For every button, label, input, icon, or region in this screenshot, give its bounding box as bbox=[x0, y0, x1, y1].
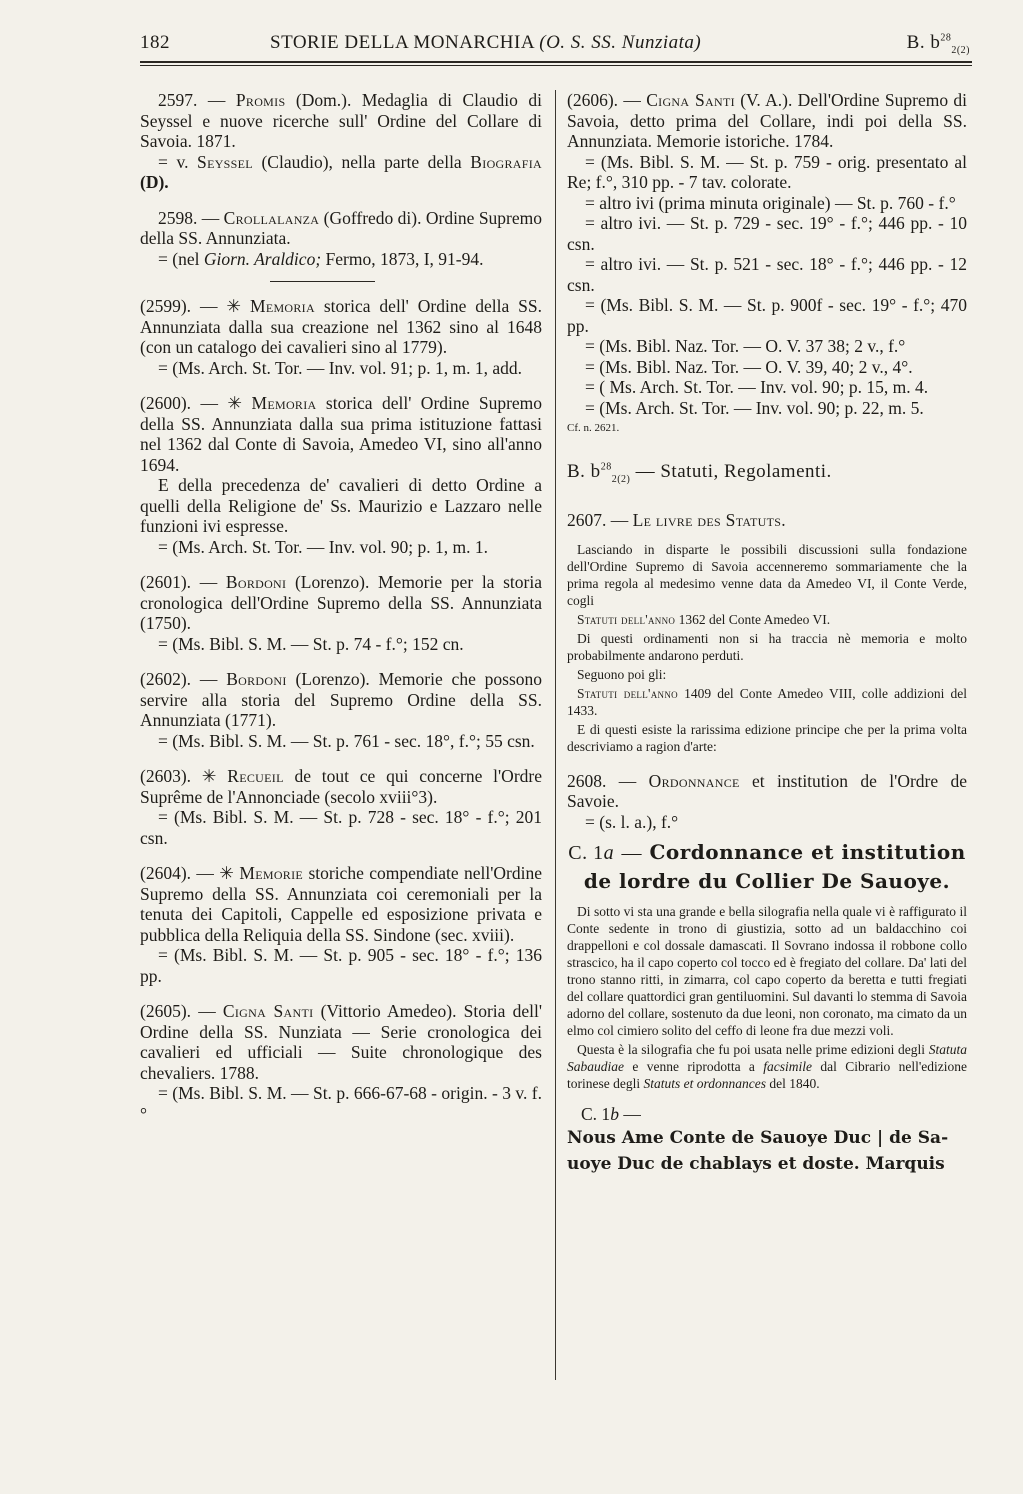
blackletter-title-c1a: C. 1a — Cordonnance et institution de lordre du Collier De Sauoye. bbox=[568, 840, 966, 894]
entry-2608: 2608. — Ordonnance et institution de l'Ordre de Savoie. = (s. l. a.), f.° bbox=[567, 770, 968, 832]
entry-c1b: C. 1b — bbox=[581, 1104, 641, 1125]
entry-2607: 2607. — Le livre des Statuts. bbox=[567, 510, 786, 531]
entry-2604: (2604). — ✳ Memorie storiche compendiate nell'Ordine Supremo della SS. Annunziata coi ceremoniali per la tenuta dei Capitoli, Cappelle ed esposizione privata e pubblica della Reliquia della SS. Sindone (sec. xviii). = (Ms. Bibl. S. M. — St. p. 905 - sec. 18° - f.°; 136 pp. bbox=[140, 863, 543, 986]
entry-2598: 2598. — Crollalanza (Goffredo di). Ordine Supremo della SS. Annunziata. = (nel Giorn. Araldico; Fermo, 1873, I, 91-94. bbox=[140, 207, 543, 269]
entry-2605: (2605). — Cigna Santi (Vittorio Amedeo). Storia dell' Ordine della SS. Nunziata — Serie cronologica dei cavalieri ed ufficiali — Suite chronologique des chevaliers. 1788. = (Ms. Bibl. S. M. — St. p. 666-67-68 - origin. - 3 v. f.° bbox=[140, 1001, 542, 1124]
page-number: 182 bbox=[140, 32, 170, 53]
separator-line bbox=[270, 281, 375, 282]
running-title: STORIE DELLA MONARCHIA (O. S. SS. Nunziata) bbox=[270, 32, 702, 53]
header-rule-thin bbox=[140, 65, 972, 66]
left-column bbox=[140, 90, 542, 1139]
entry-2607-notes: Lasciando in disparte le possibili discussioni sulla fondazione dell'Ordine Supremo di Savoia accenneremo sommariamente che la prima regola al medesimo venne data da Amedeo VI, il Conte Verde, cogli Statuti dell'anno 1362 del Conte Amedeo VI. Di questi ordinamenti non si ha traccia nè memoria e molto probabilmente andarono perduti. Seguono poi gli: Statuti dell'anno 1409 del Conte Amedeo VIII, colle addizioni del 1433. E di questi esiste la rarissima edizione principe che per la prima volta descriviamo a ragion d'arte: bbox=[567, 541, 967, 754]
page-header bbox=[140, 30, 970, 62]
entry-2606: (2606). — Cigna Santi (V. A.). Dell'Ordine Supremo di Savoia, detto prima del Collare, indi poi della SS. Annunziata. Memorie istoriche. 1784. = (Ms. Bibl. S. M. — St. p. 759 - orig. presentato al Re; f.°, 310 pp. - 7 tav. colorate. = altro ivi (prima minuta originale) — St. p. 760 - f.° = altro ivi. — St. p. 729 - sec. 19° - f.°; 446 pp. - 10 csn. = altro ivi. — St. p. 521 - sec. 18° - f.°; 446 pp. - 12 csn. = (Ms. Bibl. S. M. — St. p. 900f - sec. 19° - f.°; 470 pp. = (Ms. Bibl. Naz. Tor. — O. V. 37 38; 2 v., f.° = (Ms. Bibl. Naz. Tor. — O. V. 39, 40; 2 v., 4°. = ( Ms. Arch. St. Tor. — Inv. vol. 90; p. 15, m. 4. = (Ms. Arch. St. Tor. — Inv. vol. 90; p. 22, m. 5. Cf. n. 2621. bbox=[567, 90, 967, 439]
entry-2600: (2600). — ✳ Memoria storica dell' Ordine Supremo della SS. Annunziata dalla sua prima istituzione fattasi nel 1362 dal Conte di Savoia, Amedeo VI, sino all'anno 1694. E della precedenza de' cavalieri di detto Ordine a quelli della Religione de' Ss. Maurizio e Lazzaro nelle funzioni ivi espresse. = (Ms. Arch. St. Tor. — Inv. vol. 90; p. 1, m. 1. bbox=[140, 393, 543, 557]
blackletter-text-c1b: Nous Ame Conte de Sauoye Duc | de Sa- uoye Duc de chablays et doste. Marquis bbox=[567, 1127, 949, 1174]
entry-2599: (2599). — ✳ Memoria storica dell' Ordine della SS. Annunziata dalla sua creazione nel 1362 sino al 1648 (con un catalogo dei cavalieri sino al 1779). = (Ms. Arch. St. Tor. — Inv. vol. 91; p. 1, m. 1, add. bbox=[140, 296, 543, 378]
entry-2603: (2603). ✳ Recueil de tout ce qui concerne l'Ordre Suprême de l'Annonciade (secolo xviii°3). = (Ms. Bibl. S. M. — St. p. 728 - sec. 18° - f.°; 201 csn. bbox=[140, 766, 542, 848]
section-heading: B. $b^{28}_{2(2)}$ — Statuti, Regolamenti. bbox=[567, 460, 832, 485]
section-code: B. $b^{28}_{2(2)}$ bbox=[906, 32, 970, 56]
column-divider bbox=[555, 90, 556, 1380]
entry-2602: (2602). — Bordoni (Lorenzo). Memorie che possono servire alla storia del Supremo Ordine della SS. Annunziata (1771). = (Ms. Bibl. S. M. — St. p. 761 - sec. 18°, f.°; 55 csn. bbox=[140, 669, 543, 751]
header-rule bbox=[140, 61, 972, 63]
entry-2601: (2601). — Bordoni (Lorenzo). Memorie per la storia cronologica dell'Ordine Supremo della SS. Annunziata (1750). = (Ms. Bibl. S. M. — St. p. 74 - f.°; 152 cn. bbox=[140, 572, 542, 654]
entry-2597: 2597. — Promis (Dom.). Medaglia di Claudio di Seyssel e nuove ricerche sull' Ordine del Collare di Savoia. 1871. = v. Seyssel (Claudio), nella parte della Biografia (D). bbox=[140, 90, 543, 192]
woodcut-description: Di sotto vi sta una grande e bella silografia nella quale vi è raffigurato il Conte sedente in trono di giustizia, sotto ad un baldacchino coi drappelloni e col dossale damascati. Il Sovrano indossa il robbone collo strascico, ha il capo coperto col tocco ed è fregiato del collare. Da' lati del trono stanno ritti, in zimarra, col capo coperto da beretta e tutti fregiati del collare quattordici gran gentiluomini. Sul davanti lo stemma di Savoia adorno del collare, sostenuto da due leoni, non coronato, ma cimato da un elmo col cimiero solito del ceffo di leone fra due mezzi voli. Questa è la silografia che fu poi usata nelle prime edizioni degli Statuta Sabaudiae e venne riprodotta a facsimile dal Cibrario nell'edizione torinese degli Statuts et ordonnances del 1840. bbox=[567, 904, 968, 1092]
right-column bbox=[567, 90, 967, 1177]
cross-reference: Cf. n. 2621. bbox=[567, 422, 620, 434]
